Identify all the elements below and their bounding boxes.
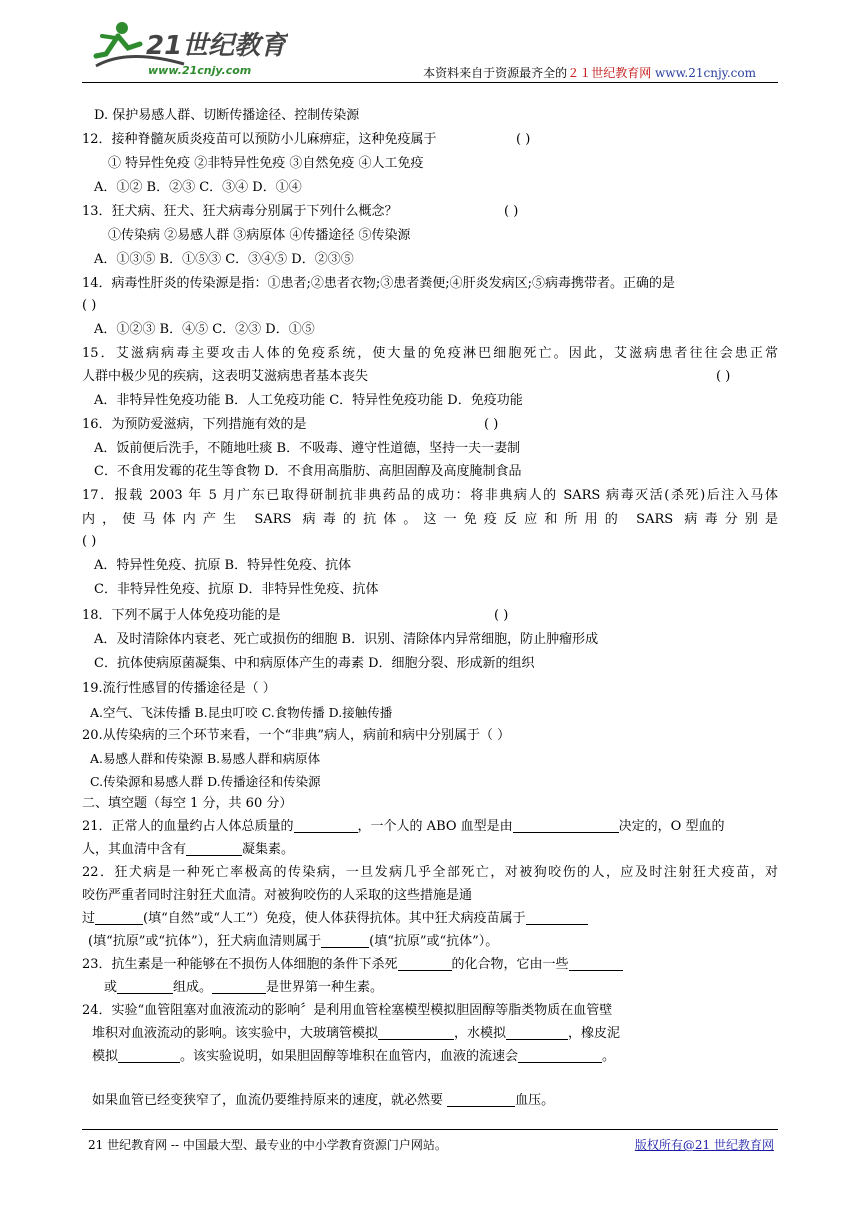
q21-blank-2[interactable]	[513, 818, 619, 833]
q21-blank-3[interactable]	[186, 841, 242, 856]
q16-options-cd: C．不食用发霉的花生等食物 D．不食用高脂肪、高胆固醇及高度腌制食品	[94, 464, 522, 479]
q22-blank-3[interactable]	[321, 933, 369, 948]
header-note-prefix: 本资料来自于资源最齐全的	[423, 66, 568, 80]
q23-blank-2[interactable]	[569, 956, 623, 971]
q17-options-ab: A．特异性免疫、抗原 B．特异性免疫、抗体	[94, 558, 352, 573]
q23-text-a: 23．抗生素是一种能够在不损伤人体细胞的条件下杀死	[82, 957, 398, 972]
q23-blank-1[interactable]	[398, 956, 452, 971]
q20-options-ab: A.易感人群和传染源 B.易感人群和病原体	[90, 751, 321, 766]
q24-blank-1[interactable]	[378, 1025, 454, 1040]
q23-blank-3[interactable]	[117, 979, 173, 994]
section-title-fill-in: 二、填空题（每空 1 分，共 60 分）	[82, 796, 293, 811]
q22-text-e: (填“抗原”或“抗体”），狂犬病血清则属于	[88, 934, 322, 949]
question-23-line2	[104, 979, 383, 997]
answer-paren-14: ( )	[82, 298, 97, 313]
q14-options: A．①②③ B．④⑤ C．②③ D．①⑤	[94, 322, 315, 337]
footer-copyright-link[interactable]: 版权所有@21 世纪教育网	[634, 1138, 774, 1152]
question-19: 19.流行性感冒的传播途径是（ ）	[82, 681, 276, 696]
answer-paren-13: ( )	[504, 204, 519, 219]
q23-text-c: 或	[104, 980, 118, 995]
q15-options: A．非特异性免疫功能 B．人工免疫功能 C．特异性免疫功能 D．免疫功能	[94, 393, 523, 408]
logo	[88, 14, 288, 80]
question-22-line3	[82, 910, 588, 928]
header-divider	[82, 82, 778, 83]
q22-blank-1[interactable]	[95, 910, 143, 925]
question-13: 13．狂犬病、狂犬、狂犬病毒分别属于下列什么概念？	[82, 204, 398, 219]
q21-blank-1[interactable]	[294, 818, 358, 833]
q16-options-ab: A．饭前便后洗手，不随地吐痰 B．不吸毒、遵守性道德，坚持一夫一妻制	[94, 441, 521, 456]
q24-text-b: 堆积对血液流动的影响。该实验中，大玻璃管模拟	[92, 1026, 379, 1041]
q12-options: A．①② B．②③ C．③④ D．①④	[94, 180, 302, 195]
question-21-line1	[82, 818, 724, 836]
q24-text-d: ，橡皮泥	[568, 1026, 621, 1041]
answer-paren-15: ( )	[716, 369, 731, 384]
q22-blank-2[interactable]	[526, 910, 588, 925]
q23-blank-4[interactable]	[212, 979, 266, 994]
question-12: 12．接种脊髓灰质炎疫苗可以预防小儿麻痹症，这种免疫属于	[82, 132, 437, 147]
question-22-line1: 22．狂犬病是一种死亡率极高的传染病，一旦发病几乎全部死亡，对被狗咬伤的人，应及时注射狂犬疫苗，对	[82, 865, 778, 880]
answer-paren-17: ( )	[82, 534, 97, 549]
question-20: 20.从传染病的三个环节来看，一个“非典”病人，病前和病中分别属于（ ）	[82, 728, 511, 743]
q19-options: A.空气、飞沫传播 B.昆虫叮咬 C.食物传播 D.接触传播	[90, 705, 393, 720]
q22-text-d: (填“自然”或“人工”）免疫，使人体获得抗体。其中狂犬病疫苗属于	[143, 911, 526, 926]
q21-text-b: ，一个人的 ABO 血型是由	[357, 819, 513, 834]
logo-url: www.21cnjy.com	[148, 64, 252, 77]
q23-text-d: 组成。	[173, 980, 213, 995]
question-23-line1	[82, 956, 623, 974]
q24-text-e: 模拟	[92, 1049, 119, 1064]
question-24-line4	[92, 1092, 554, 1110]
q18-options-cd: C．抗体使病原菌凝集、中和病原体产生的毒素 D．细胞分裂、形成新的组织	[94, 656, 535, 671]
q24-text-i: 血压。	[515, 1093, 555, 1108]
q24-text-f: 。该实验说明，如果胆固醇等堆积在血管内，血液的流速会	[180, 1049, 519, 1064]
question-22-line4	[88, 933, 498, 951]
footer-divider	[82, 1129, 778, 1130]
question-22-line2: 咬伤严重者同时注射狂犬血清。对被狗咬伤的人采取的这些措施是通	[82, 888, 473, 903]
q24-blank-3[interactable]	[118, 1048, 180, 1063]
q24-text-h: 如果血管已经变狭窄了，血流仍要维持原来的速度，就必然要	[92, 1093, 444, 1108]
q12-items: ① 特异性免疫 ②非特异性免疫 ③自然免疫 ④人工免疫	[108, 156, 424, 171]
q24-text-g: 。	[602, 1049, 616, 1064]
q18-options-ab: A．及时清除体内衰老、死亡或损伤的细胞 B．识别、清除体内异常细胞，防止肿瘤形成	[94, 632, 599, 647]
logo-text: 21世纪教育	[146, 31, 287, 61]
question-18: 18．下列不属于人体免疫功能的是	[82, 608, 281, 623]
q22-text-f: (填“抗原”或“抗体”）。	[369, 934, 499, 949]
q23-text-e: 是世界第一种生素。	[266, 980, 384, 995]
q21-text-e: 凝集素。	[242, 842, 295, 857]
question-14: 14．病毒性肝炎的传染源是指：①患者;②患者衣物;③患者粪便;④肝炎发病区;⑤病毒携带者。正确的是	[82, 276, 676, 291]
q22-text-c: 过	[82, 911, 96, 926]
q21-text-a: 21．正常人的血量约占人体总质量的	[82, 819, 294, 834]
question-16: 16．为预防爱滋病，下列措施有效的是	[82, 417, 307, 432]
question-24-line1: 24．实验“血管阻塞对血液流动的影响〞是利用血管栓塞模型模拟胆固醇等脂类物质在血管壁	[82, 1003, 613, 1018]
q24-blank-5[interactable]	[447, 1092, 515, 1107]
answer-paren-12: ( )	[516, 132, 531, 147]
q13-items: ①传染病 ②易感人群 ③病原体 ④传播途径 ⑤传染源	[108, 228, 411, 243]
q11-option-d: D. 保护易感人群、切断传播途径、控制传染源	[94, 108, 360, 123]
answer-paren-18: ( )	[494, 608, 509, 623]
q20-options-cd: C.传染源和易感人群 D.传播途径和传染源	[90, 774, 321, 789]
q24-blank-4[interactable]	[518, 1048, 602, 1063]
q24-text-c: ，水模拟	[454, 1026, 507, 1041]
question-17-line2: 内，使马体内产生 SARS 病毒的抗体。这一免疫反应和所用的 SARS 病毒分别是	[82, 512, 778, 527]
question-17-line1: 17．报载 2003 年 5 月广东已取得研制抗非典药品的成功：将非典病人的 SARS 病毒灭活(杀死)后注入马体	[82, 488, 778, 503]
question-24-line2	[92, 1025, 620, 1043]
question-21-line2	[82, 841, 294, 859]
q21-text-d: 人，其血清中含有	[82, 842, 187, 857]
footer-note: 21 世纪教育网 -- 中国最大型、最专业的中小学教育资源门户网站。	[88, 1138, 447, 1152]
q24-blank-2[interactable]	[506, 1025, 568, 1040]
header-note-url[interactable]: www.21cnjy.com	[655, 66, 756, 80]
q13-options: A．①③⑤ B．①⑤③ C．③④⑤ D．②③⑤	[94, 252, 354, 267]
answer-paren-16: ( )	[484, 417, 499, 432]
header-note	[423, 64, 756, 81]
q23-text-b: 的化合物，它由一些	[451, 957, 569, 972]
q21-text-c: 决定的，O 型血的	[618, 819, 725, 834]
question-15-line1: 15．艾滋病病毒主要攻击人体的免疫系统，使大量的免疫淋巴细胞死亡。因此，艾滋病患者往往会患正常	[82, 346, 778, 361]
header-note-site: ２１世纪教育网	[567, 66, 652, 80]
q17-options-cd: C．非特异性免疫、抗原 D．非特异性免疫、抗体	[94, 582, 379, 597]
question-15-line2: 人群中极少见的疾病，这表明艾滋病患者基本丧失	[82, 369, 369, 384]
question-24-line3	[92, 1048, 615, 1066]
